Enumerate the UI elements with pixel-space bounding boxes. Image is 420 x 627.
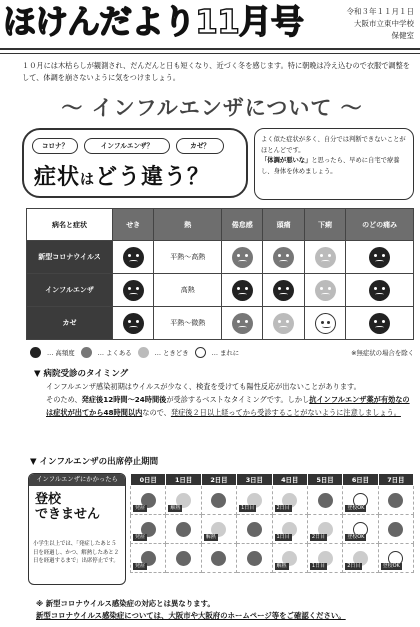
legend-high: … 高頻度 — [47, 349, 75, 357]
symptom-cell — [304, 241, 345, 274]
symptom-cell — [346, 241, 414, 274]
symptom-cell — [263, 307, 304, 340]
schedule-tag: 2日目 — [311, 534, 326, 540]
section-absence-title: インフルエンザの出席停止期間 — [39, 457, 159, 467]
patient-face-icon — [247, 522, 262, 537]
schedule-cell — [272, 486, 307, 515]
col-fever: 熱 — [154, 209, 222, 241]
schedule-cell — [201, 515, 236, 544]
schedule-cell — [378, 486, 413, 515]
schedule-cell — [307, 486, 342, 515]
intro-paragraph: １０月には木枯らしが観測され、だんだんと日も短くなり、近づく冬を感じます。特に朝晩は冷え込むので衣服で調整をして、体調を崩さないように気をつけましょう。 — [22, 61, 410, 82]
schedule-tag: 解熱 — [205, 534, 216, 540]
symptom-cell — [346, 307, 414, 340]
schedule-row — [131, 515, 414, 544]
schedule-cell — [166, 544, 201, 573]
section-timing-heading: ▼ 病院受診のタイミング — [34, 369, 129, 379]
school-name: 大阪市立東中学校 — [354, 19, 414, 28]
bubble-influenza: インフルエンザ？ — [84, 138, 170, 154]
schedule-tag: 1日目 — [241, 505, 255, 511]
symptom-table — [26, 208, 414, 340]
face-high-icon — [369, 280, 390, 301]
schedule-tag: 1日目 — [276, 534, 290, 540]
timing-p2e: なので、 — [142, 408, 171, 417]
face-high-icon — [273, 280, 294, 301]
timing-p2b: 発症後12時間〜24時間後 — [81, 395, 167, 404]
face-often-icon — [232, 247, 253, 268]
no-school-label — [35, 492, 100, 522]
no-school-1: 登校 — [35, 492, 62, 507]
schedule-cell — [237, 486, 272, 515]
schedule-cell — [131, 515, 166, 544]
day-header: 4日目 — [272, 474, 307, 486]
legend-high-icon — [30, 347, 41, 358]
symptom-cell: 平熱〜高熱 — [154, 241, 222, 274]
issue-date: 令和３年１１月１日 — [346, 7, 414, 16]
schedule-tag: 1日目 — [311, 563, 326, 569]
table-corner: 病名と症状 — [27, 209, 113, 241]
schedule-cell — [131, 486, 166, 515]
symptom-cell — [113, 274, 154, 307]
patient-face-icon — [247, 551, 262, 566]
face-high-icon — [369, 247, 390, 268]
symptom-heading-c: どう違う？ — [95, 165, 211, 190]
day-header: 1日目 — [166, 474, 201, 486]
legend-note: ※無症状の場合を除く — [351, 349, 414, 357]
day-header: 6日目 — [343, 474, 378, 486]
symptom-question-box — [22, 128, 248, 198]
schedule-tag: 解熱 — [170, 505, 181, 511]
legend-rare-icon — [195, 347, 206, 358]
newsletter-title: ほけんだより11月号 — [3, 2, 303, 41]
section-absence-heading: ▼ インフルエンザの出席停止期間 — [30, 457, 159, 467]
symptom-cell — [113, 307, 154, 340]
bubble-cold: カゼ？ — [176, 138, 224, 154]
section-timing-title: 病院受診のタイミング — [43, 369, 129, 379]
day-header: 0日目 — [131, 474, 166, 486]
symptom-row — [27, 241, 414, 274]
col-fatigue: 倦怠感 — [222, 209, 263, 241]
schedule-cell — [201, 544, 236, 573]
health-room: 保健室 — [391, 31, 414, 40]
col-headache: 頭痛 — [263, 209, 304, 241]
schedule-tag: 発症 — [135, 563, 146, 569]
flu-section-title: ～ インフルエンザについて ～ — [61, 96, 363, 120]
face-high-icon — [369, 313, 390, 334]
advice-text-2: と思ったら、早めに自宅で療養し、身体を休めましょう。 — [261, 157, 400, 175]
symptom-cell — [263, 274, 304, 307]
symptom-row-label: カゼ — [27, 307, 113, 340]
legend-often: … よくある — [97, 349, 132, 357]
frequency-legend — [30, 347, 414, 358]
schedule-cell — [343, 486, 378, 515]
patient-face-icon — [388, 493, 403, 508]
face-some-icon — [273, 313, 294, 334]
patient-face-icon — [388, 522, 403, 537]
symptom-row-label: 新型コロナウイルス — [27, 241, 113, 274]
schedule-day-header — [131, 474, 414, 486]
symptom-cell — [113, 241, 154, 274]
footer-line-2: 新型コロナウイルス感染症については、大阪市や大阪府のホームページ等をご確認ください。 — [36, 611, 346, 620]
face-often-icon — [273, 247, 294, 268]
symptom-heading — [34, 160, 210, 191]
legend-rare: … まれに — [211, 349, 240, 357]
schedule-tag: 2日目 — [276, 505, 290, 511]
schedule-cell — [343, 515, 378, 544]
symptom-cell — [304, 274, 345, 307]
timing-p2f: 発症後２日以上経ってから受診することがないように注意しましょう。 — [170, 408, 401, 417]
absence-note-top: インフルエンザにかかったら — [29, 474, 125, 486]
col-diarrhea: 下痢 — [304, 209, 345, 241]
col-sore-throat: のどの痛み — [346, 209, 414, 241]
face-some-icon — [315, 280, 336, 301]
face-high-icon — [123, 247, 144, 268]
timing-p2d: 抗インフルエンザ薬が有効なのは症状が出てから48時間以内 — [46, 395, 410, 417]
schedule-cell — [201, 486, 236, 515]
schedule-cell — [237, 544, 272, 573]
symptom-cell: 高熱 — [154, 274, 222, 307]
col-cough: せき — [113, 209, 154, 241]
day-header: 3日目 — [237, 474, 272, 486]
symptom-table-header — [27, 209, 414, 241]
symptom-heading-a: 症状 — [34, 165, 81, 190]
symptom-cell — [263, 241, 304, 274]
schedule-cell — [378, 515, 413, 544]
patient-face-icon — [176, 551, 191, 566]
legend-often-icon — [81, 347, 92, 358]
schedule-tag: 解熱 — [276, 563, 287, 569]
schedule-cell — [272, 515, 307, 544]
absence-rule-note: 小学生以上では、「発症したあと５日を経過し、かつ、解熱したあと２日を経過するまで」出席停止です。 — [33, 541, 120, 564]
schedule-cell — [307, 544, 342, 573]
schedule-tag: 登校OK — [347, 534, 365, 540]
schedule-tag: 発症 — [135, 534, 146, 540]
face-often-icon — [232, 313, 253, 334]
schedule-cell — [343, 544, 378, 573]
schedule-cell — [166, 515, 201, 544]
header-rule — [0, 48, 420, 54]
advice-text-1: よく似た症状が多く、自分では判断できないことがほとんどです。 — [261, 136, 406, 154]
advice-bold: 「体調が悪いな」 — [261, 157, 312, 164]
schedule-cell — [166, 486, 201, 515]
no-school-2: できません — [35, 507, 101, 522]
face-high-icon — [232, 280, 253, 301]
symptom-cell — [222, 241, 263, 274]
footer-line-1: ※ 新型コロナウイルス感染症の対応とは異なります。 — [36, 599, 215, 608]
timing-p1: インフルエンザ感染初期はウイルスが少なく、検査を受けても陽性反応が出ないことがあります。 — [46, 382, 361, 391]
timing-p2c: が受診するベストなタイミングです。しかし — [166, 395, 310, 404]
footer-note — [36, 598, 416, 622]
schedule-tag: 2日目 — [347, 563, 361, 569]
absence-schedule-table — [130, 473, 414, 573]
day-header: 5日目 — [307, 474, 342, 486]
patient-face-icon — [176, 522, 191, 537]
symptom-heading-b: は — [80, 172, 96, 188]
symptom-row — [27, 307, 414, 340]
schedule-tag: 発症 — [135, 505, 146, 511]
face-some-icon — [315, 247, 336, 268]
symptom-cell — [222, 274, 263, 307]
symptom-cell: 平熱〜微熱 — [154, 307, 222, 340]
symptom-cell — [346, 274, 414, 307]
symptom-cell — [222, 307, 263, 340]
schedule-tag: 登校OK — [382, 563, 400, 569]
schedule-row — [131, 544, 414, 573]
section-timing-body — [46, 380, 414, 419]
schedule-row — [131, 486, 414, 515]
symptom-cell — [304, 307, 345, 340]
schedule-cell — [237, 515, 272, 544]
symptom-row-label: インフルエンザ — [27, 274, 113, 307]
legend-some: … ときどき — [154, 349, 189, 357]
day-header: 7日目 — [378, 474, 413, 486]
patient-face-icon — [211, 493, 226, 508]
schedule-cell — [272, 544, 307, 573]
schedule-cell — [378, 544, 413, 573]
timing-p2a: そのため、 — [46, 395, 82, 404]
day-header: 2日目 — [201, 474, 236, 486]
schedule-cell — [307, 515, 342, 544]
face-high-icon — [123, 313, 144, 334]
schedule-cell — [131, 544, 166, 573]
symptom-row — [27, 274, 414, 307]
legend-some-icon — [138, 347, 149, 358]
patient-face-icon — [211, 551, 226, 566]
advice-box — [254, 128, 414, 200]
patient-face-icon — [318, 493, 333, 508]
bubble-corona: コロナ？ — [32, 138, 78, 154]
face-high-icon — [123, 280, 144, 301]
face-rare-icon — [315, 313, 336, 334]
absence-note-box — [28, 473, 126, 585]
schedule-tag: 登校OK — [347, 505, 365, 511]
